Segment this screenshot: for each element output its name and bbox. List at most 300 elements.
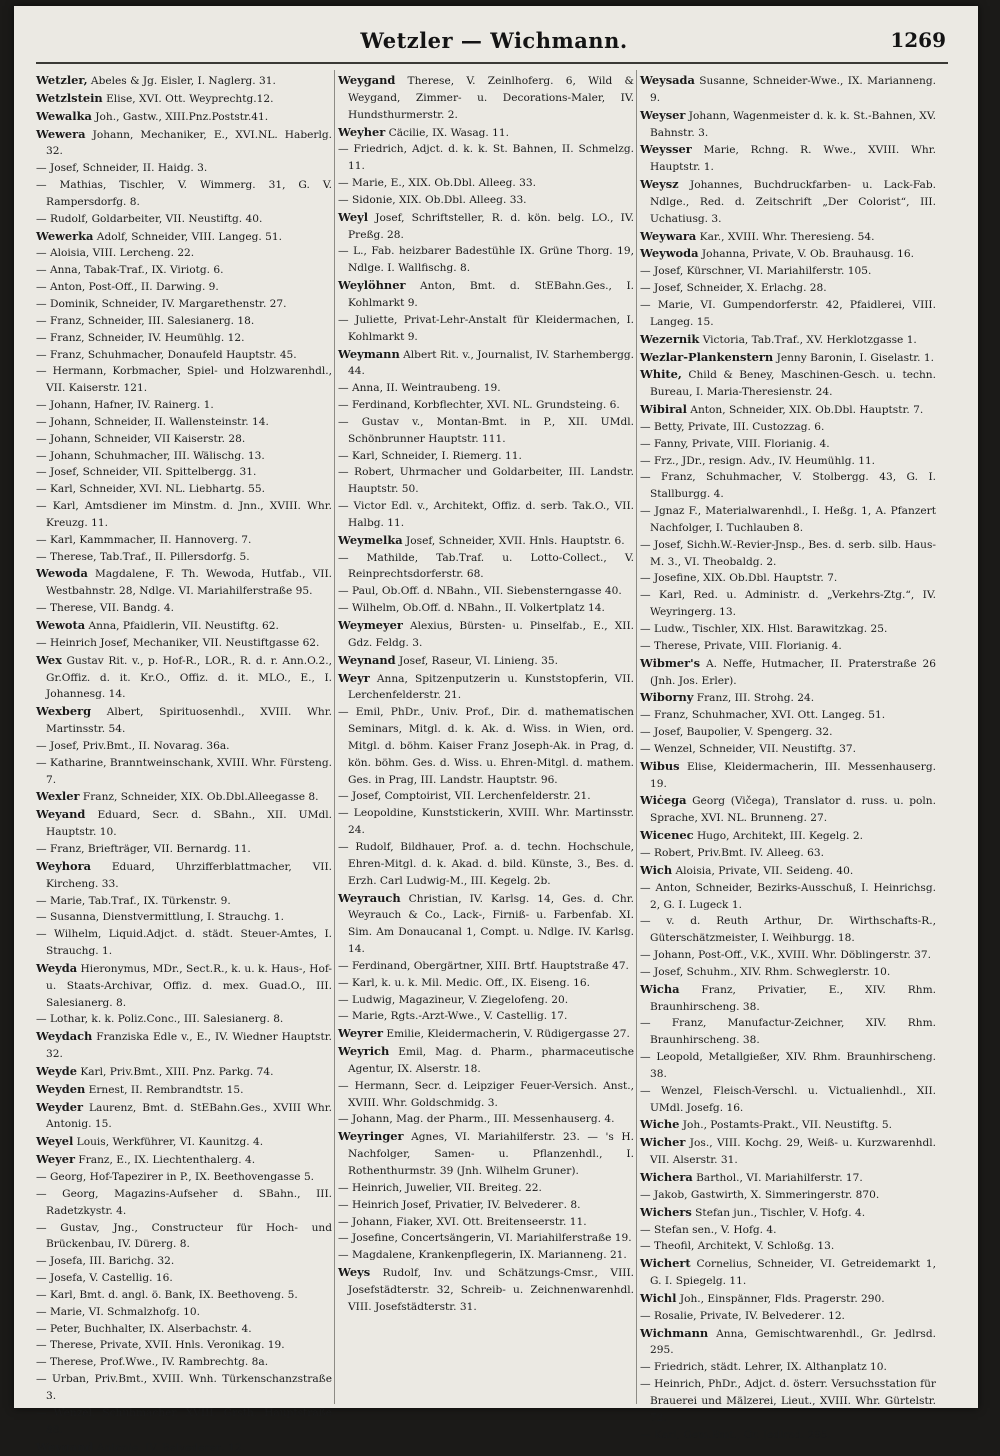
entry-details: — Georg, Hof-Tapezirer in P., IX. Beethovengasse 5. [36,1171,314,1183]
entry-details: — Therese, Prof.Wwe., IV. Rambrechtg. 8a. [36,1356,268,1368]
entry-details: — Aloisia, VIII. Lercheng. 22. [36,247,194,259]
entry-details: — Leopold, Metallgießer, XIV. Rhm. Braunhirscheng. 38. [640,1051,936,1080]
directory-entry [36,363,332,397]
entry-surname: Weymeyer [338,618,403,632]
entry-details: — Juliette, Privat-Lehr-Anstalt für Kleidermachen, I. Kohlmarkt 9. [338,314,634,343]
entry-details: — Anton, Post-Off., II. Darwing. 9. [36,281,219,293]
entry-details: Eduard, Uhrzifferblattmacher, VII. Kircheng. 33. [46,861,332,890]
directory-entry [338,583,634,600]
entry-details: Anton, Bmt. d. StEBahn.Ges., I. Kohlmarkt 9. [348,280,634,309]
entry-details: — Josef, Schneider, X. Erlachg. 28. [640,282,827,294]
entry-details: — Dominik, Schneider, IV. Margarethenstr. 27. [36,298,287,310]
entry-surname: Weygand [36,1440,93,1454]
directory-entry [640,280,936,297]
entry-surname: Weyrich [338,1044,389,1058]
directory-entry [640,1083,936,1117]
directory-entry [640,1376,936,1427]
entry-details: — Marie, Rgts.-Arzt-Wwe., V. Castellig. 17. [338,1010,567,1022]
entry-details: — Josefa, III. Barichg. 32. [36,1255,174,1267]
directory-entry [36,738,332,755]
entry-surname: Weywara [640,229,696,243]
entry-surname: Weyr [338,671,370,685]
entry-details: — Victor Edl. v., Architekt, Offiz. d. serb. Tak.O., VII. Halbg. 11. [338,500,634,529]
directory-entry [36,1151,332,1169]
directory-entry [36,1304,332,1321]
entry-details: — Jakob, Gastwirth, X. Simmeringerstr. 870. [640,1189,879,1201]
directory-entry [338,192,634,209]
entry-details: — Katharine, Branntweinschank, XVIII. Whr. Fürsteng. 7. [36,757,332,786]
directory-entry [36,909,332,926]
directory-entry [36,1337,332,1354]
directory-entry [640,297,936,331]
directory-entry [36,1439,332,1456]
entry-details: Victoria, Tab.Traf., XV. Herklotzgasse 1. [699,334,916,346]
directory-entry [36,1063,332,1081]
entry-surname: Wichert [640,1256,691,1270]
entry-details: — Sidonie, XIX. Ob.Dbl. Alleeg. 33. [338,194,527,206]
entry-details: — Josefa, V. Castellig. 16. [36,1272,173,1284]
entry-details: — Susanna, Dienstvermittlung, I. Strauchg. 1. [36,911,284,923]
entry-surname: Wewerka [36,229,93,243]
entry-details: Anna, Gemischtwarenhdl., Gr. Jedlrsd. 295. [650,1328,936,1357]
directory-entry [36,1321,332,1338]
directory-entry [640,1255,936,1290]
directory-entry [640,638,936,655]
entry-details: — Marie, VI. Gumpendorferstr. 42, Pfaidlerei, VIII. Langeg. 15. [640,299,936,328]
directory-entry [338,1078,634,1112]
directory-entry [36,90,332,108]
directory-entry [36,464,332,481]
entry-details: — Heinrich Josef, Privatier, IV. Belvederег. 8. [338,1199,581,1211]
directory-entry [338,277,634,312]
directory-entry [338,1197,634,1214]
entry-details: — Johann, Post-Off., V.K., XVIII. Whr. Döblingerstr. 37. [640,949,931,961]
entry-details: — Josef, Baupolier, V. Spengerg. 32. [640,726,832,738]
directory-entry [338,839,634,890]
entry-details: Joh., Postamts-Prakt., VII. Neustiftg. 5. [679,1119,892,1131]
entry-surname: Weyl [338,210,368,224]
directory-entry [338,670,634,705]
directory-entry [36,313,332,330]
directory-entry [640,141,936,176]
column-1 [36,72,332,1402]
entry-surname: Wewoda [36,566,88,580]
entry-details: Franz, Schneider, XIX. Ob.Dbl.Alleegasse 8. [79,791,318,803]
entry-surname: Weynand [338,653,396,667]
directory-entry [640,245,936,263]
entry-details: — Friedrich, städt. Lehrer, IX. Althanplatz 10. [640,1361,887,1373]
directory-entry [640,107,936,142]
directory-entry [36,160,332,177]
directory-entry [640,570,936,587]
entry-surname: Wicher [640,1135,685,1149]
directory-entry [640,1308,936,1325]
entry-details: Johann, Mechaniker, E., XVI.NL. Haberlg. 32. [46,129,332,158]
directory-entry [36,414,332,431]
directory-entry [640,1015,936,1049]
directory-entry [338,958,634,975]
directory-entry [338,890,634,958]
entry-details: Abeles & Jg. Eisler, I. Naglerg. 31. [88,75,276,87]
directory-entry [640,827,936,845]
directory-entry [640,1359,936,1376]
entry-details: — Josef, Schuhm., XIV. Rhm. Schweglerstr. 10. [640,966,890,978]
directory-entry [640,655,936,690]
entry-surname: Wichera [640,1170,693,1184]
page-number: 1269 [866,28,946,52]
directory-entry [640,503,936,537]
directory-entry [640,845,936,862]
directory-entry [338,209,634,244]
directory-entry [338,1247,634,1264]
entry-details: — Anton, Schneider, Bezirks-Ausschuß, I. Heinrichsg. 2, G. I. Lugeck 1. [640,882,936,911]
entry-details: — Marie, E., XIX. Ob.Dbl. Alleeg. 33. [338,177,536,189]
entry-details: Hieronymus, MDr., Sect.R., k. u. k. Haus-, Hof- u. Staats-Archivar, Offiz. d. mex. Guad.O., III. Salesianerg. 8. [46,963,332,1009]
entry-surname: Wezlar-Plankenstern [640,350,773,364]
entry-surname: Wiche [640,1117,679,1131]
entry-details: — Betty, Private, III. Custozzag. 6. [640,421,824,433]
entry-surname: Weymelka [338,533,403,547]
directory-entry [36,841,332,858]
entry-details: Johanna, Private, V. Ob. Brauhausg. 16. [698,248,913,260]
directory-entry [338,175,634,192]
entry-surname: Weymann [338,347,400,361]
entry-surname: Weysz [640,177,679,191]
entry-details: — Wilhelm, Ob.Off. d. NBahn., II. Volkertplatz 14. [338,602,605,614]
entry-details: Rudolf, Inv. und Schätzungs-Cmsr., VIII. Josefstädterstr. 32, Schreib- u. Zeichnenwarenhdl. VIII. Josefstädterstr. 31. [348,1267,634,1313]
entry-details: — Johann, Schuhmacher, III. Wälischg. 13. [36,450,265,462]
directory-entry [36,1270,332,1287]
directory-entry [640,349,936,367]
directory-entry [36,755,332,789]
entry-details: — Franz, Briefträger, VII. Bernardg. 11. [36,843,251,855]
entry-details: Karl, Priv.Bmt., XIII. Pnz. Parkg. 74. [77,1066,274,1078]
directory-entry [338,380,634,397]
directory-entry [640,331,936,349]
directory-entry [338,1025,634,1043]
directory-entry [36,72,332,90]
entry-surname: Wicha [640,982,680,996]
entry-details: — Jgnaz F., Materialwarenhdl., I. Heßg. 1, A. Pfanzert Nachfolger, I. Tuchlauben 8. [640,505,936,534]
directory-entry [338,72,634,124]
entry-details: — Heinrich, Juwelier, VII. Breiteg. 22. [338,1182,542,1194]
entry-details: — Wenzel, Fleisch-Verschl. u. Victualienhdl., XII. UMdl. Josefg. 16. [640,1085,936,1114]
directory-entry [640,981,936,1016]
directory-entry [36,617,332,635]
directory-entry [338,464,634,498]
entry-details: Emil, Mag. d. Pharm., pharmaceutische Agentur, IX. Alserstr. 18. [348,1046,634,1075]
directory-entry [36,1028,332,1063]
entry-details: — Ferdinand, Obergärtner, XIII. Brtf. Hauptstraße 47. [338,960,629,972]
entry-surname: Wexberg [36,704,91,718]
entry-details: — Wilhelm, Liquid.Adjct. d. städt. Steuer-Amtes, I. Strauchg. 1. [36,928,332,957]
directory-entry [338,805,634,839]
directory-entry [338,397,634,414]
entry-surname: Wewalka [36,109,92,123]
directory-entry [36,177,332,211]
entry-surname: Weyde [36,1064,77,1078]
entry-surname: Wex [36,653,62,667]
directory-entry [338,652,634,670]
directory-entry [338,312,634,346]
entry-details: — Robert, Uhrmacher und Goldarbeiter, III. Landstr. Hauptstr. 50. [338,466,634,495]
entry-details: Josef, Schriftsteller, R. d. kön. belg. LO., IV. Preßg. 28. [348,212,634,241]
entry-details: Marie, Rchng. R. Wwe., XVIII. Whr. Hauptstr. 1. [650,144,936,173]
entry-details: — Mathias, Tischler, V. Wimmerg. 31, G. V. Rampersdorfg. 8. [36,179,332,208]
directory-entry [36,926,332,960]
directory-entry [640,621,936,638]
entry-details: — Marie, VI. Schmalzhofg. 10. [36,1306,200,1318]
entry-details: — Franz, Schuhmacher, XVI. Ott. Langeg. 51. [640,709,885,721]
entry-details: Adolf, Schneider, VIII. Langeg. 51. [93,231,282,243]
directory-entry [640,1134,936,1169]
entry-details: — Josef, Priv.Bmt., II. Novarag. 36a. [36,740,230,752]
directory-entry [36,1253,332,1270]
directory-entry [338,1008,634,1025]
entry-details: — Karl, k. u. k. Mil. Medic. Off., IX. Eiseng. 16. [338,977,590,989]
directory-entry [338,532,634,550]
directory-entry [640,587,936,621]
directory-entry [36,788,332,806]
entry-details: — Rudolf, Goldarbeiter, VII. Neustiftg. 40. [36,213,262,225]
directory-entry [36,635,332,652]
entry-surname: Weyden [36,1082,85,1096]
entry-surname: Weylöhner [338,278,405,292]
directory-entry [36,397,332,414]
entry-details: — Ferdinand, Korbflechter, XVI. NL. Grundsteing. 6. [338,399,620,411]
entry-surname: Wiborny [640,690,693,704]
entry-details: — Heinrich, PhDr., Adjct. d. österr. Versuchsstation für Brauerei und Mälzerei, Lieut., XVIII. Whr. Gürtelstr. 72. [640,1378,936,1424]
header-rule [36,62,948,64]
directory-entry [640,862,936,880]
directory-entry [338,448,634,465]
directory-entry [36,1220,332,1254]
entry-details: — Josef, Kürschner, VI. Mariahilferstr. 105. [640,265,871,277]
directory-entry [36,1186,332,1220]
entry-details: — Marie, Tab.Traf., IX. Türkenstr. 9. [36,895,231,907]
entry-details: Joh., Gastw., XIII.Pnz.Poststr.41. [92,111,268,123]
entry-surname: Wichmann [640,1326,708,1340]
directory-entry [36,1081,332,1099]
directory-entry [338,1128,634,1180]
entry-details: Hugo, Architekt, III. Kegelg. 2. [694,830,863,842]
directory-entry [640,1049,936,1083]
entry-details: — Johann, Schneider, VII Kaiserstr. 28. [36,433,245,445]
directory-entry [338,1043,634,1078]
entry-details: Anton, Schneider, XIX. Ob.Dbl. Hauptstr. 7. [687,404,923,416]
directory-entry [640,436,936,453]
entry-details: — Josefine, Concertsängerin, VI. Mariahilferstraße 19. [338,1232,632,1244]
entry-surname: Weyel [36,1134,73,1148]
directory-entry [36,296,332,313]
entry-surname: Wewota [36,618,85,632]
directory-entry [36,330,332,347]
directory-entry [36,211,332,228]
entry-details: — Karl, Kammmacher, II. Hannoverg. 7. [36,534,251,546]
directory-entry [338,346,634,381]
page-title: Wetzler — Wichmann. [344,28,644,53]
entry-surname: Wicenec [640,828,694,842]
directory-entry [36,347,332,364]
entry-details: Josef, Raseur, VI. Linieng. 35. [396,655,558,667]
entry-details: — Johann, Mag. der Pharm., III. Messenhauserg. 4. [338,1113,614,1125]
entry-details: — Franz, Schneider, IV. Heumühlg. 12. [36,332,245,344]
entry-details: Georg (Vičega), Translator d. russ. u. poln. Sprache, XVI. NL. Brunneng. 27. [650,795,936,824]
directory-entry [36,600,332,617]
directory-entry [36,652,332,704]
entry-details: — Mathilde, Tab.Traf. u. Lotto-Collect., V. Reinprechtsdorferstr. 68. [338,552,634,581]
entry-details: Franz, E., IX. Liechtenthalerg. 4. [75,1154,255,1166]
entry-details: Aloisia, Private, VII. Seideng. 40. [672,865,853,877]
entry-details: — Anna, II. Weintraubeng. 19. [338,382,501,394]
directory-entry [640,1116,936,1134]
directory-entry [338,704,634,788]
entry-details: — Ludwig, Magazineur, V. Ziegelofeng. 20. [338,994,568,1006]
directory-entry [640,537,936,571]
directory-entry [640,792,936,827]
directory-entry [640,880,936,914]
entry-details: — Josef, Comptoirist, VII. Lerchenfelderstr. 21. [338,790,591,802]
directory-entry [338,1111,634,1128]
entry-surname: Wetzler, [36,73,88,87]
directory-entry [36,1011,332,1028]
directory-entry [640,419,936,436]
entry-details: — Franz, Manufactur-Zeichner, XIV. Rhm. Braunhirscheng. 38. [640,1017,936,1046]
entry-details: Agnes, VI. Mariahilferstr. 23. — 's H. Nachfolger, Samen- u. Pflanzenhdl., I. Rothenthurmstr. 39 (Jnh. Wilhelm Gruner). [348,1131,634,1177]
entry-details: — Emil, PhDr., Univ. Prof., Dir. d. mathematischen Seminars, Mitgl. d. k. Ak. d. Wiss. in Wien, ord. Mitgl. d. böhm. Kaiser Franz Joseph-Ak. in Prag, d. kön. böhm. Ges. d. Wiss. u. Ehren-Mitgl. d. mathem. Ges. in Prag, III. Landstr. Hauptstr. 96. [338,706,634,785]
entry-surname: Wibmer's [640,656,700,670]
directory-entry [338,1214,634,1231]
entry-details: — Hermann, Korbmacher, Spiel- und Holzwarenhdl., VII. Kaiserstr. 121. [36,365,332,394]
directory-entry [36,1371,332,1405]
entry-details: — Johann, Schneider, II. Wallensteinstr. 14. [36,416,269,428]
entry-details: Franz, Privatier, E., XIV. Rhm. Braunhirscheng. 38. [650,984,936,1013]
entry-details: Christian, IV. Karlsg. 14, Ges. d. Chr. Weyrauch & Co., Lack-, Firniß- u. Farbenfab. XI. Sim. Am Donaucanal 1, Compt. u. Ndlge. IV. Karlsg. 14. [348,893,634,956]
entry-details: — Georg, Magazins-Aufseher d. SBahn., III. Radetzkystr. 4. [36,1188,332,1217]
entry-surname: Wich [640,863,672,877]
entry-surname: Weyda [36,961,77,975]
entry-details: — Heinrich Josef, Mechaniker, VII. Neustiftgasse 62. [36,637,319,649]
directory-entry [338,1180,634,1197]
entry-surname: Wezernik [640,332,699,346]
entry-details: Johannes, Buchdruckfarben- u. Lack-Fab. Ndlge., Red. d. Zeitschrift „Der Colorist“, III. Uchatiusg. 3. [650,179,936,225]
entry-details: — Friedrich, Adjct. d. k. k. St. Bahnen, II. Schmelzg. 11. [338,143,634,172]
directory-entry [640,913,936,947]
directory-entry [36,1287,332,1304]
entry-details: — Karl, Schneider, XVI. NL. Liebhartg. 55. [36,483,265,495]
directory-entry [36,960,332,1012]
entry-surname: Weysser [640,142,692,156]
directory-entry [36,498,332,532]
entry-details: Child & Beney, Maschinen-Gesch. u. techn. Bureau, I. Maria-Theresienstr. 24. [650,369,936,398]
directory-entry [338,788,634,805]
directory-entry [640,947,936,964]
directory-entry [338,975,634,992]
entry-details: — Josefine, XIX. Ob.Dbl. Hauptstr. 7. [640,572,837,584]
column-3 [640,72,936,1402]
entry-surname: Weyer [36,1152,75,1166]
entry-details: — Karl, Schneider, I. Riemerg. 11. [338,450,522,462]
entry-details: Albert, Spirituosenhdl., XVIII. Whr. Martinsstr. 54. [46,706,332,735]
directory-entry [338,600,634,617]
entry-details: — Franz, Schuhmacher, V. Stolbergg. 43, G. I. Stallburgg. 4. [640,471,936,500]
entry-details: — Franz, Schuhmacher, Donaufeld Hauptstr. 45. [36,349,297,361]
directory-entry [640,758,936,793]
entry-details: — Robert, Priv.Bmt. IV. Alleeg. 63. [640,847,824,859]
entry-surname: Weywoda [640,246,698,260]
directory-entry [640,401,936,419]
directory-entry [36,279,332,296]
entry-surname: Weydach [36,1029,92,1043]
entry-details: — Urban, Priv.Bmt., XVIII. Wnh. Türkenschanzstraße 3. [36,1373,332,1402]
directory-page [14,6,978,1408]
directory-entry [640,228,936,246]
directory-entry [640,469,936,503]
entry-surname: Wetzlstein [36,91,103,105]
directory-entry [640,741,936,758]
directory-entry [36,448,332,465]
directory-entry [338,1230,634,1247]
entry-details: — Stefan sen., V. Hofg. 4. [640,1224,777,1236]
directory-entry [36,858,332,893]
entry-details: — Josef, Sichh.W.-Revier-Jnsp., Bes. d. serb. silb. Haus-M. 3., VI. Theobaldg. 2. [640,539,936,568]
entry-details: Susanne, Schneider-Wwe., IX. Marianneng. 9. [650,75,936,104]
entry-surname: Weyhora [36,859,91,873]
entry-surname: Wibiral [640,402,687,416]
directory-entry [36,431,332,448]
entry-details: — Johann, Fiaker, XVI. Ott. Breitenseerstr. 11. [338,1216,587,1228]
entry-details: — Gustav, Jng., Constructeur für Hoch- und Brückenbau, IV. Dürerg. 8. [36,1222,332,1251]
entry-surname: Weygand [338,73,395,87]
directory-entry [640,1187,936,1204]
entry-surname: Weysada [640,73,695,87]
entry-surname: Weyser [640,108,685,122]
entry-surname: Wewera [36,127,86,141]
directory-entry [36,126,332,161]
directory-entry [338,617,634,652]
entry-details: — Therese, Tab.Traf., II. Pillersdorfg. 5. [36,551,250,563]
entry-details: — Johann, Hafner, IV. Rainerg. 1. [36,399,214,411]
directory-entry [36,481,332,498]
directory-entry [36,228,332,246]
entry-details: — Karl, Bmt. d. angl. ö. Bank, IX. Beethoveng. 5. [36,1289,298,1301]
directory-entry [36,245,332,262]
entry-surname: Wexler [36,789,79,803]
entry-details: Alexius, Bürsten- u. Pinselfab., E., XII. Gdz. Feldg. 3. [348,620,634,649]
entry-surname: Weyrer [338,1026,383,1040]
entry-details: — Lothar, k. k. Poliz.Conc., III. Salesianerg. 8. [36,1013,283,1025]
directory-entry [36,262,332,279]
entry-details: — Josef, Schneider, VII. Spittelbergg. 31. [36,466,256,478]
entry-surname: Weys [338,1265,370,1279]
directory-entry [640,1204,936,1222]
entry-details: Josef, Schneider, XVII. Hnls. Hauptstr. 6. [403,535,625,547]
entry-details: — Peter, Buchhalter, IX. Alserbachstr. 4. [36,1323,252,1335]
entry-surname: Weyringer [338,1129,404,1143]
entry-details: — Theofil, Architekt, V. Schloßg. 13. [640,1240,834,1252]
directory-entry [338,1264,634,1316]
entry-details: Franz, III. Strohg. 24. [693,692,814,704]
directory-entry [640,366,936,401]
entry-surname: Wiċega [640,793,686,807]
entry-details: — Leopoldine, Kunststickerin, XVIII. Whr. Martinsstr. 24. [338,807,634,836]
entry-details: Gustav Rit. v., p. Hof-R., LOR., R. d. r. Ann.O.2., Gr.Offiz. d. it. Kr.O., Offiz. d. it. MLO., E., I. Johannesg. 14. [46,655,332,701]
entry-details: Johann, Wagenmeister d. k. k. St.-Bahnen, XV. Bahnstr. 3. [650,110,936,139]
entry-surname: Weyrauch [338,891,401,905]
entry-details: Franziska Edle v., E., IV. Wiedner Hauptstr. 32. [46,1031,332,1060]
directory-entry [36,893,332,910]
entry-details: — Paul, Ob.Off. d. NBahn., VII. Siebensterngasse 40. [338,585,622,597]
